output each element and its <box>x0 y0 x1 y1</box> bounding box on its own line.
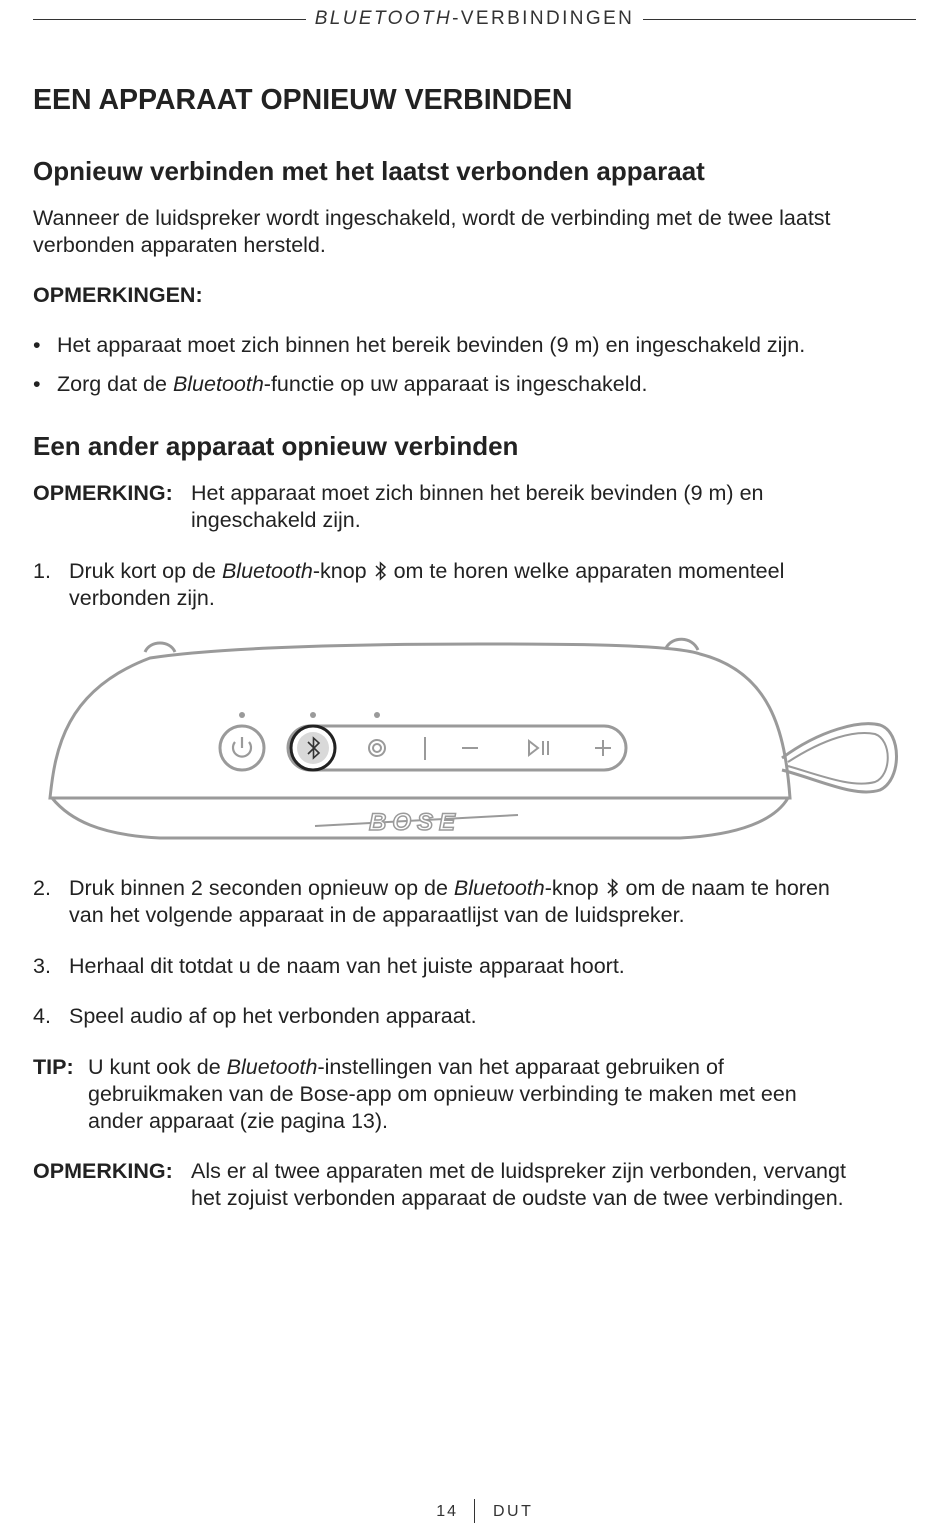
bose-logo: BOSE <box>368 809 462 836</box>
step-text: Druk kort op de Bluetooth-knop om te horen welke apparaten momenteel verbonden zijn. <box>69 559 785 610</box>
note-two-devices <box>33 1158 913 1214</box>
step-text: Speel audio af op het verbonden apparaat. <box>69 1004 477 1028</box>
step-text: Druk binnen 2 seconden opnieuw op de Bluetooth-knop om de naam te horen van het volgende apparaat in de apparaatlijst van de luidspreker. <box>69 876 830 927</box>
page-footer <box>0 1499 950 1527</box>
section1-body-line1: Wanneer de luidspreker wordt ingeschakeld, wordt de verbinding met de twee laatst <box>33 206 831 230</box>
play-pause-icon <box>529 741 548 755</box>
bullet-dot: • <box>33 333 41 357</box>
volume-up-icon <box>595 740 611 756</box>
section1-body <box>33 205 831 259</box>
step-1 <box>33 558 913 614</box>
speaker-body-outline <box>50 644 790 798</box>
step-2 <box>33 875 913 931</box>
tip-block <box>33 1054 913 1138</box>
note-label: OPMERKING: <box>33 481 173 505</box>
bullet-text: Zorg dat de Bluetooth-functie op uw apparaat is ingeschakeld. <box>57 372 648 396</box>
step-text: Herhaal dit totdat u de naam van het juiste apparaat hoort. <box>69 954 625 978</box>
bluetooth-icon <box>374 561 387 581</box>
bluetooth-indicator-dot <box>310 712 316 718</box>
step-number: 2. <box>33 876 51 900</box>
tip-label: TIP: <box>33 1055 74 1079</box>
note-range <box>33 480 913 536</box>
page-header <box>33 8 916 30</box>
power-indicator-dot <box>239 712 245 718</box>
section-heading-other-device: Een ander apparaat opnieuw verbinden <box>33 431 519 461</box>
note-text: Als er al twee apparaten met de luidspreker zijn verbonden, vervangt het zojuist verbonden apparaat de oudste van de twee verbindingen. <box>191 1159 846 1210</box>
section1-body-line2: verbonden apparaten hersteld. <box>33 233 326 257</box>
page-title: EEN APPARAAT OPNIEUW VERBINDEN <box>33 84 573 116</box>
tip-text: U kunt ook de Bluetooth-instellingen van het apparaat gebruiken of gebruikmaken van de Bose-app om opnieuw verbinding te maken met een ander apparaat (zie pagina 13). <box>88 1055 797 1133</box>
step-number: 3. <box>33 954 51 978</box>
step-number: 1. <box>33 559 51 583</box>
bullet-text: Het apparaat moet zich binnen het bereik bevinden (9 m) en ingeschakeld zijn. <box>57 333 806 357</box>
footer-separator <box>474 1499 475 1523</box>
step-4 <box>33 1003 913 1031</box>
note-label: OPMERKING: <box>33 1159 173 1183</box>
language-code: DUT <box>493 1503 534 1520</box>
bluetooth-icon <box>606 878 619 898</box>
button-strip <box>288 726 626 770</box>
header-rest: -VERBINDINGEN <box>452 8 635 29</box>
speaker-top-bump-left <box>145 643 175 652</box>
notes-label: OPMERKINGEN: <box>33 283 203 307</box>
page-number: 14 <box>436 1503 458 1520</box>
action-indicator-dot <box>374 712 380 718</box>
bullet-dot: • <box>33 372 41 396</box>
power-icon <box>233 737 251 757</box>
step-number: 4. <box>33 1004 51 1028</box>
step-3 <box>33 953 913 981</box>
note-text: Het apparaat moet zich binnen het bereik bevinden (9 m) en ingeschakeld zijn. <box>191 481 764 532</box>
speaker-illustration <box>40 630 910 850</box>
action-button-icon <box>369 740 385 756</box>
header-rule-right <box>643 19 916 20</box>
header-italic: BLUETOOTH <box>314 8 453 29</box>
section-heading-last-device: Opnieuw verbinden met het laatst verbonden apparaat <box>33 156 705 186</box>
